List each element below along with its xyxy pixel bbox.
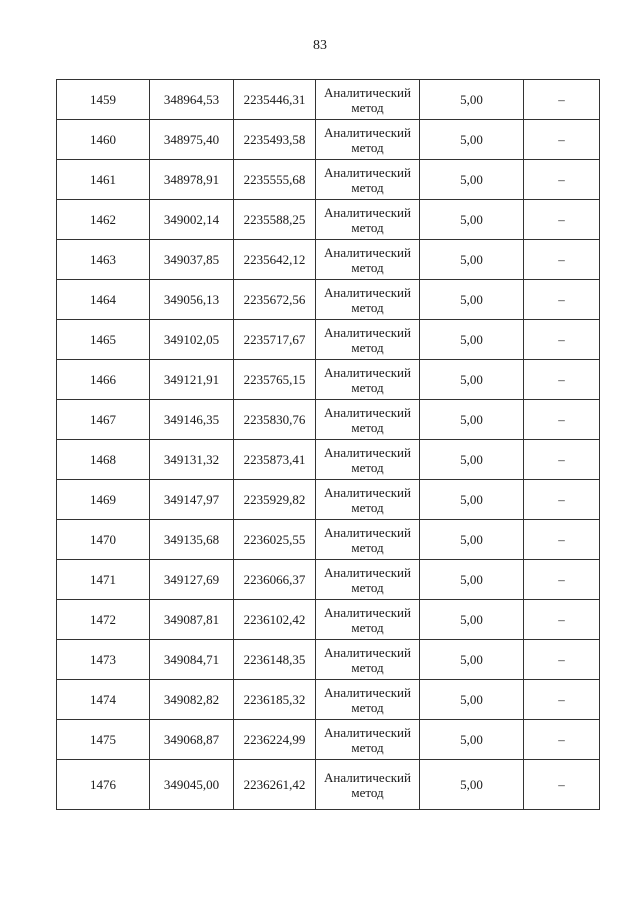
x-coordinate-cell: 349127,69 (150, 560, 234, 600)
method-line-1: Аналитический (324, 769, 411, 785)
point-number-cell: 1471 (57, 560, 150, 600)
method-line-1: Аналитический (324, 404, 411, 420)
method-line-1: Аналитический (324, 564, 411, 580)
note-cell: – (524, 640, 600, 680)
table-row (57, 760, 600, 810)
point-number-cell: 1464 (57, 280, 150, 320)
note-cell: – (524, 80, 600, 120)
page-number: 83 (313, 38, 327, 53)
point-number-cell: 1470 (57, 520, 150, 560)
method-line-1: Аналитический (324, 244, 411, 260)
x-coordinate-cell: 349068,87 (150, 720, 234, 760)
x-coordinate-cell: 349056,13 (150, 280, 234, 320)
error-cell: 5,00 (420, 680, 524, 720)
y-coordinate-cell: 2235493,58 (234, 120, 316, 160)
method-line-2: метод (351, 784, 384, 800)
note-cell: – (524, 120, 600, 160)
note-cell: – (524, 720, 600, 760)
y-coordinate-cell: 2236261,42 (234, 760, 316, 810)
note-cell: – (524, 760, 600, 810)
method-cell (316, 720, 420, 760)
y-coordinate-cell: 2235588,25 (234, 200, 316, 240)
method-cell (316, 440, 420, 480)
error-cell: 5,00 (420, 560, 524, 600)
method-cell (316, 360, 420, 400)
error-cell: 5,00 (420, 320, 524, 360)
method-line-1: Аналитический (324, 604, 411, 620)
table-row (57, 240, 600, 280)
x-coordinate-cell: 348975,40 (150, 120, 234, 160)
table-row (57, 720, 600, 760)
error-cell: 5,00 (420, 640, 524, 680)
method-cell (316, 240, 420, 280)
method-line-2: метод (351, 339, 384, 355)
point-number-cell: 1473 (57, 640, 150, 680)
method-line-2: метод (351, 259, 384, 275)
y-coordinate-cell: 2235830,76 (234, 400, 316, 440)
x-coordinate-cell: 349146,35 (150, 400, 234, 440)
method-line-2: метод (351, 659, 384, 675)
method-line-1: Аналитический (324, 84, 411, 100)
method-cell (316, 520, 420, 560)
y-coordinate-cell: 2235672,56 (234, 280, 316, 320)
method-line-1: Аналитический (324, 524, 411, 540)
method-line-1: Аналитический (324, 724, 411, 740)
method-line-2: метод (351, 739, 384, 755)
error-cell: 5,00 (420, 760, 524, 810)
x-coordinate-cell: 349045,00 (150, 760, 234, 810)
method-line-2: метод (351, 499, 384, 515)
note-cell: – (524, 240, 600, 280)
method-line-1: Аналитический (324, 644, 411, 660)
table-row (57, 80, 600, 120)
point-number-cell: 1461 (57, 160, 150, 200)
y-coordinate-cell: 2235642,12 (234, 240, 316, 280)
x-coordinate-cell: 349121,91 (150, 360, 234, 400)
note-cell: – (524, 520, 600, 560)
point-number-cell: 1459 (57, 80, 150, 120)
table-row (57, 360, 600, 400)
method-line-2: метод (351, 619, 384, 635)
coordinates-table-body (57, 80, 600, 810)
method-cell (316, 160, 420, 200)
method-line-1: Аналитический (324, 364, 411, 380)
y-coordinate-cell: 2235717,67 (234, 320, 316, 360)
note-cell: – (524, 600, 600, 640)
note-cell: – (524, 200, 600, 240)
method-cell (316, 760, 420, 810)
x-coordinate-cell: 349102,05 (150, 320, 234, 360)
error-cell: 5,00 (420, 600, 524, 640)
method-line-2: метод (351, 699, 384, 715)
point-number-cell: 1469 (57, 480, 150, 520)
error-cell: 5,00 (420, 520, 524, 560)
error-cell: 5,00 (420, 120, 524, 160)
method-cell (316, 280, 420, 320)
x-coordinate-cell: 349135,68 (150, 520, 234, 560)
error-cell: 5,00 (420, 400, 524, 440)
point-number-cell: 1465 (57, 320, 150, 360)
method-line-1: Аналитический (324, 124, 411, 140)
method-cell (316, 120, 420, 160)
x-coordinate-cell: 349087,81 (150, 600, 234, 640)
table-row (57, 160, 600, 200)
y-coordinate-cell: 2236025,55 (234, 520, 316, 560)
method-line-1: Аналитический (324, 684, 411, 700)
error-cell: 5,00 (420, 280, 524, 320)
point-number-cell: 1472 (57, 600, 150, 640)
table-row (57, 680, 600, 720)
point-number-cell: 1462 (57, 200, 150, 240)
x-coordinate-cell: 349082,82 (150, 680, 234, 720)
note-cell: – (524, 480, 600, 520)
method-cell (316, 680, 420, 720)
y-coordinate-cell: 2236148,35 (234, 640, 316, 680)
point-number-cell: 1463 (57, 240, 150, 280)
method-line-1: Аналитический (324, 164, 411, 180)
method-cell (316, 200, 420, 240)
y-coordinate-cell: 2236185,32 (234, 680, 316, 720)
method-cell (316, 560, 420, 600)
error-cell: 5,00 (420, 80, 524, 120)
note-cell: – (524, 360, 600, 400)
table-row (57, 200, 600, 240)
method-cell (316, 320, 420, 360)
note-cell: – (524, 280, 600, 320)
table-row (57, 400, 600, 440)
point-number-cell: 1468 (57, 440, 150, 480)
method-cell (316, 480, 420, 520)
method-line-1: Аналитический (324, 444, 411, 460)
method-line-2: метод (351, 139, 384, 155)
error-cell: 5,00 (420, 480, 524, 520)
y-coordinate-cell: 2235873,41 (234, 440, 316, 480)
method-line-2: метод (351, 379, 384, 395)
x-coordinate-cell: 348964,53 (150, 80, 234, 120)
table-row (57, 280, 600, 320)
point-number-cell: 1476 (57, 760, 150, 810)
method-line-2: метод (351, 219, 384, 235)
method-line-1: Аналитический (324, 204, 411, 220)
y-coordinate-cell: 2235929,82 (234, 480, 316, 520)
method-line-2: метод (351, 179, 384, 195)
y-coordinate-cell: 2236102,42 (234, 600, 316, 640)
method-line-1: Аналитический (324, 484, 411, 500)
y-coordinate-cell: 2235765,15 (234, 360, 316, 400)
method-line-2: метод (351, 539, 384, 555)
error-cell: 5,00 (420, 200, 524, 240)
note-cell: – (524, 560, 600, 600)
table-row (57, 560, 600, 600)
note-cell: – (524, 320, 600, 360)
coordinates-table (56, 79, 600, 810)
x-coordinate-cell: 349147,97 (150, 480, 234, 520)
method-cell (316, 400, 420, 440)
table-row (57, 120, 600, 160)
x-coordinate-cell: 349037,85 (150, 240, 234, 280)
table-row (57, 640, 600, 680)
method-line-1: Аналитический (324, 324, 411, 340)
error-cell: 5,00 (420, 720, 524, 760)
error-cell: 5,00 (420, 440, 524, 480)
error-cell: 5,00 (420, 240, 524, 280)
x-coordinate-cell: 349002,14 (150, 200, 234, 240)
note-cell: – (524, 440, 600, 480)
y-coordinate-cell: 2236224,99 (234, 720, 316, 760)
method-line-2: метод (351, 419, 384, 435)
x-coordinate-cell: 348978,91 (150, 160, 234, 200)
x-coordinate-cell: 349131,32 (150, 440, 234, 480)
error-cell: 5,00 (420, 160, 524, 200)
point-number-cell: 1466 (57, 360, 150, 400)
note-cell: – (524, 680, 600, 720)
method-line-2: метод (351, 299, 384, 315)
method-line-2: метод (351, 99, 384, 115)
y-coordinate-cell: 2235555,68 (234, 160, 316, 200)
table-row (57, 440, 600, 480)
point-number-cell: 1474 (57, 680, 150, 720)
method-cell (316, 640, 420, 680)
method-line-2: метод (351, 579, 384, 595)
table-row (57, 320, 600, 360)
point-number-cell: 1460 (57, 120, 150, 160)
method-cell (316, 80, 420, 120)
note-cell: – (524, 160, 600, 200)
note-cell: – (524, 400, 600, 440)
y-coordinate-cell: 2236066,37 (234, 560, 316, 600)
x-coordinate-cell: 349084,71 (150, 640, 234, 680)
method-line-2: метод (351, 459, 384, 475)
table-row (57, 520, 600, 560)
method-line-1: Аналитический (324, 284, 411, 300)
error-cell: 5,00 (420, 360, 524, 400)
point-number-cell: 1467 (57, 400, 150, 440)
point-number-cell: 1475 (57, 720, 150, 760)
method-cell (316, 600, 420, 640)
y-coordinate-cell: 2235446,31 (234, 80, 316, 120)
table-row (57, 600, 600, 640)
table-row (57, 480, 600, 520)
